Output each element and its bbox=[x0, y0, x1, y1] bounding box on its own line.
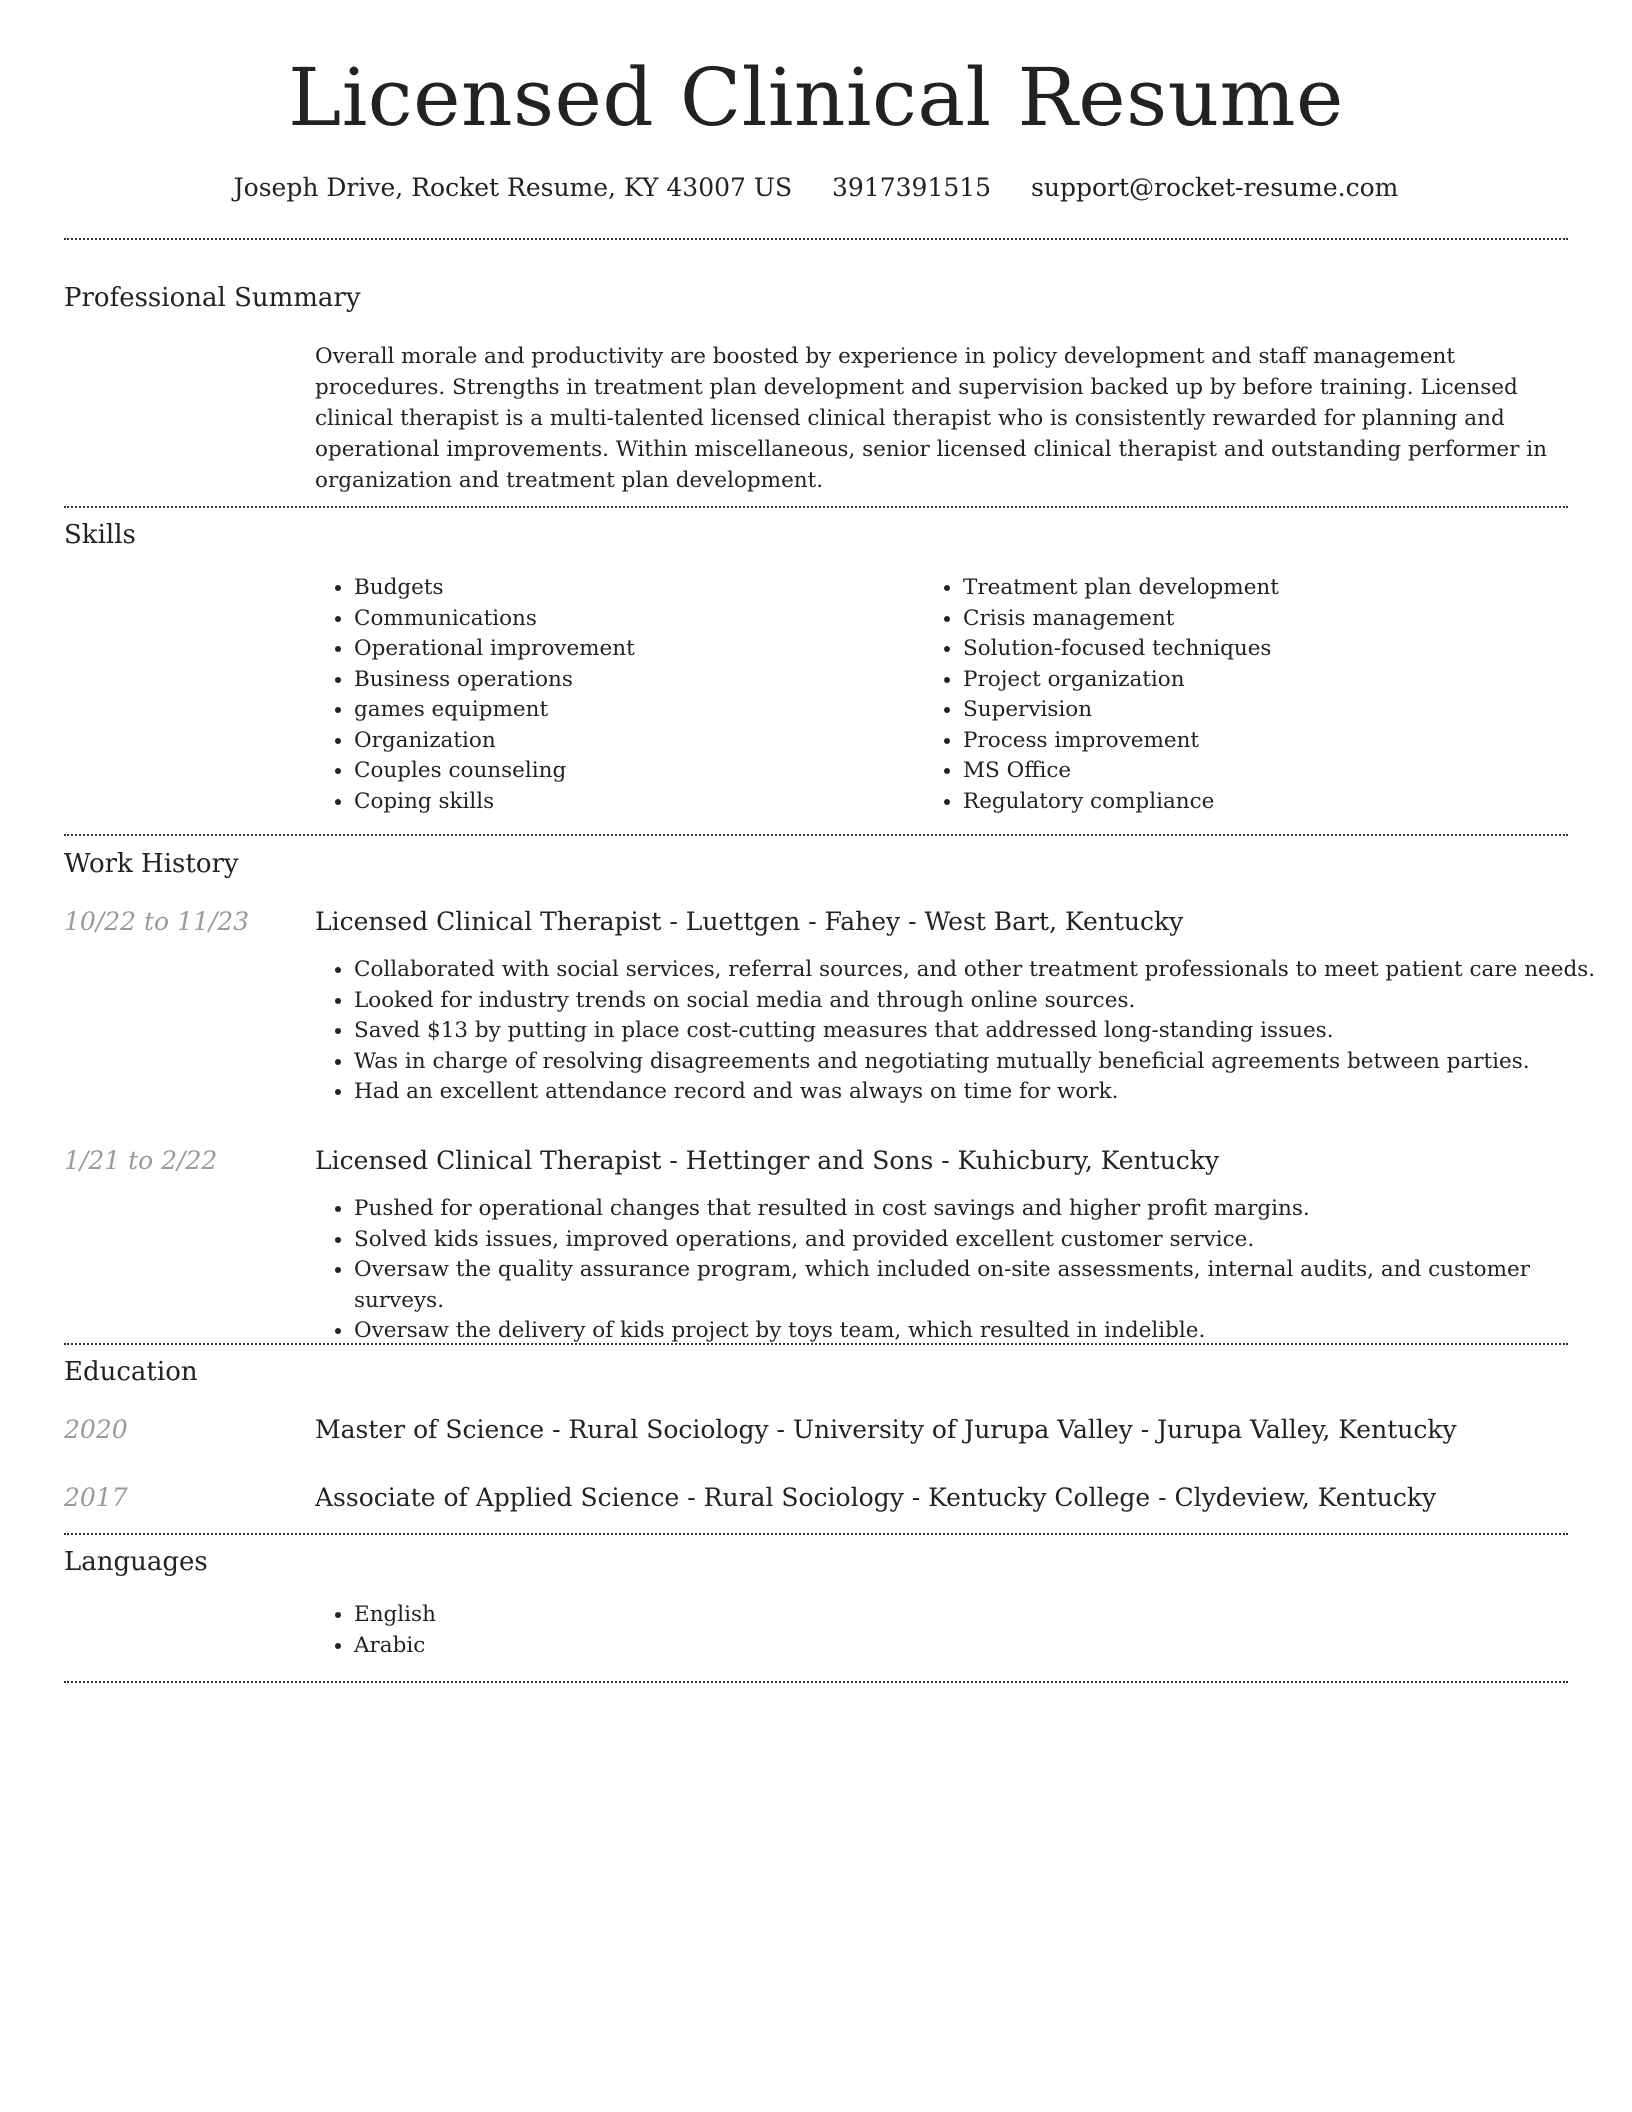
skill-item: • Communications bbox=[354, 604, 934, 635]
education-year: 2017 bbox=[64, 1483, 128, 1512]
language-item: • Arabic bbox=[354, 1631, 954, 1662]
job-bullet: • Had an excellent attendance record and was always on time for work. bbox=[354, 1077, 1614, 1108]
language-item: • English bbox=[354, 1600, 954, 1631]
divider bbox=[64, 506, 1568, 508]
skill-item: • games equipment bbox=[354, 695, 934, 726]
languages-heading: Languages bbox=[64, 1547, 208, 1577]
resume-title: Licensed Clinical Resume bbox=[288, 51, 1344, 144]
job-bullet: • Saved $13 by putting in place cost-cutting measures that addressed long-standing issues. bbox=[354, 1016, 1614, 1047]
job-bullet: • Looked for industry trends on social media and through online sources. bbox=[354, 986, 1614, 1017]
skill-item: • Coping skills bbox=[354, 787, 934, 818]
summary-heading: Professional Summary bbox=[64, 283, 361, 313]
job-dates: 1/21 to 2/22 bbox=[64, 1146, 218, 1175]
skill-item: • MS Office bbox=[963, 756, 1583, 787]
job-dates: 10/22 to 11/23 bbox=[64, 907, 250, 936]
skill-item: • Crisis management bbox=[963, 604, 1583, 635]
job-bullet: • Oversaw the delivery of kids project by toys team, which resulted in indelible. bbox=[354, 1316, 1614, 1347]
job-bullet: • Was in charge of resolving disagreements and negotiating mutually beneficial agreements between parties. bbox=[354, 1047, 1614, 1078]
contact-phone: 3917391515 bbox=[832, 173, 992, 202]
skill-item: • Budgets bbox=[354, 573, 934, 604]
job-bullet: • Pushed for operational changes that resulted in cost savings and higher profit margins. bbox=[354, 1194, 1614, 1225]
skill-item: • Couples counseling bbox=[354, 756, 934, 787]
divider bbox=[64, 238, 1568, 240]
skill-item: • Regulatory compliance bbox=[963, 787, 1583, 818]
skill-item: • Operational improvement bbox=[354, 634, 934, 665]
job-bullets bbox=[310, 955, 1614, 1108]
contact-address: Joseph Drive, Rocket Resume, KY 43007 US bbox=[233, 173, 793, 202]
job-bullet: • Solved kids issues, improved operations, and provided excellent customer service. bbox=[354, 1225, 1614, 1256]
education-degree: Master of Science - Rural Sociology - University of Jurupa Valley - Jurupa Valley, Kentucky bbox=[315, 1415, 1457, 1444]
summary-text: Overall morale and productivity are boosted by experience in policy development and staff management procedures. Strengths in treatment plan development and supervision backed up by before training. Licensed clinical therapist is a multi-talented licensed clinical therapist who is consistently rewarded for planning and operational improvements. Within miscellaneous, senior licensed clinical therapist and outstanding performer in organization and treatment plan development. bbox=[315, 344, 1547, 493]
skill-item: • Organization bbox=[354, 726, 934, 757]
job-bullet: • Oversaw the quality assurance program, which included on-site assessments, internal audits, and customer surveys. bbox=[354, 1255, 1614, 1316]
skills-list-right bbox=[919, 573, 1583, 817]
skill-item: • Supervision bbox=[963, 695, 1583, 726]
skill-item: • Business operations bbox=[354, 665, 934, 696]
skill-item: • Treatment plan development bbox=[963, 573, 1583, 604]
divider bbox=[64, 1343, 1568, 1345]
languages-list bbox=[310, 1600, 954, 1661]
contact-email: support@rocket-resume.com bbox=[1031, 173, 1399, 202]
skills-list-left bbox=[310, 573, 934, 817]
job-title: Licensed Clinical Therapist - Hettinger and Sons - Kuhicbury, Kentucky bbox=[315, 1146, 1220, 1175]
job-title: Licensed Clinical Therapist - Luettgen - Fahey - West Bart, Kentucky bbox=[315, 907, 1184, 936]
skill-item: • Process improvement bbox=[963, 726, 1583, 757]
divider bbox=[64, 1681, 1568, 1683]
education-year: 2020 bbox=[64, 1415, 128, 1444]
skill-item: • Project organization bbox=[963, 665, 1583, 696]
skill-item: • Solution-focused techniques bbox=[963, 634, 1583, 665]
divider bbox=[64, 1533, 1568, 1535]
education-heading: Education bbox=[64, 1357, 198, 1387]
job-bullet: • Collaborated with social services, referral sources, and other treatment professionals to meet patient care needs. bbox=[354, 955, 1614, 986]
skills-heading: Skills bbox=[64, 520, 136, 550]
work-heading: Work History bbox=[64, 849, 239, 879]
contact-line bbox=[0, 170, 1632, 206]
divider bbox=[64, 834, 1568, 836]
education-degree: Associate of Applied Science - Rural Sociology - Kentucky College - Clydeview, Kentucky bbox=[315, 1483, 1437, 1512]
job-bullets bbox=[310, 1194, 1614, 1347]
